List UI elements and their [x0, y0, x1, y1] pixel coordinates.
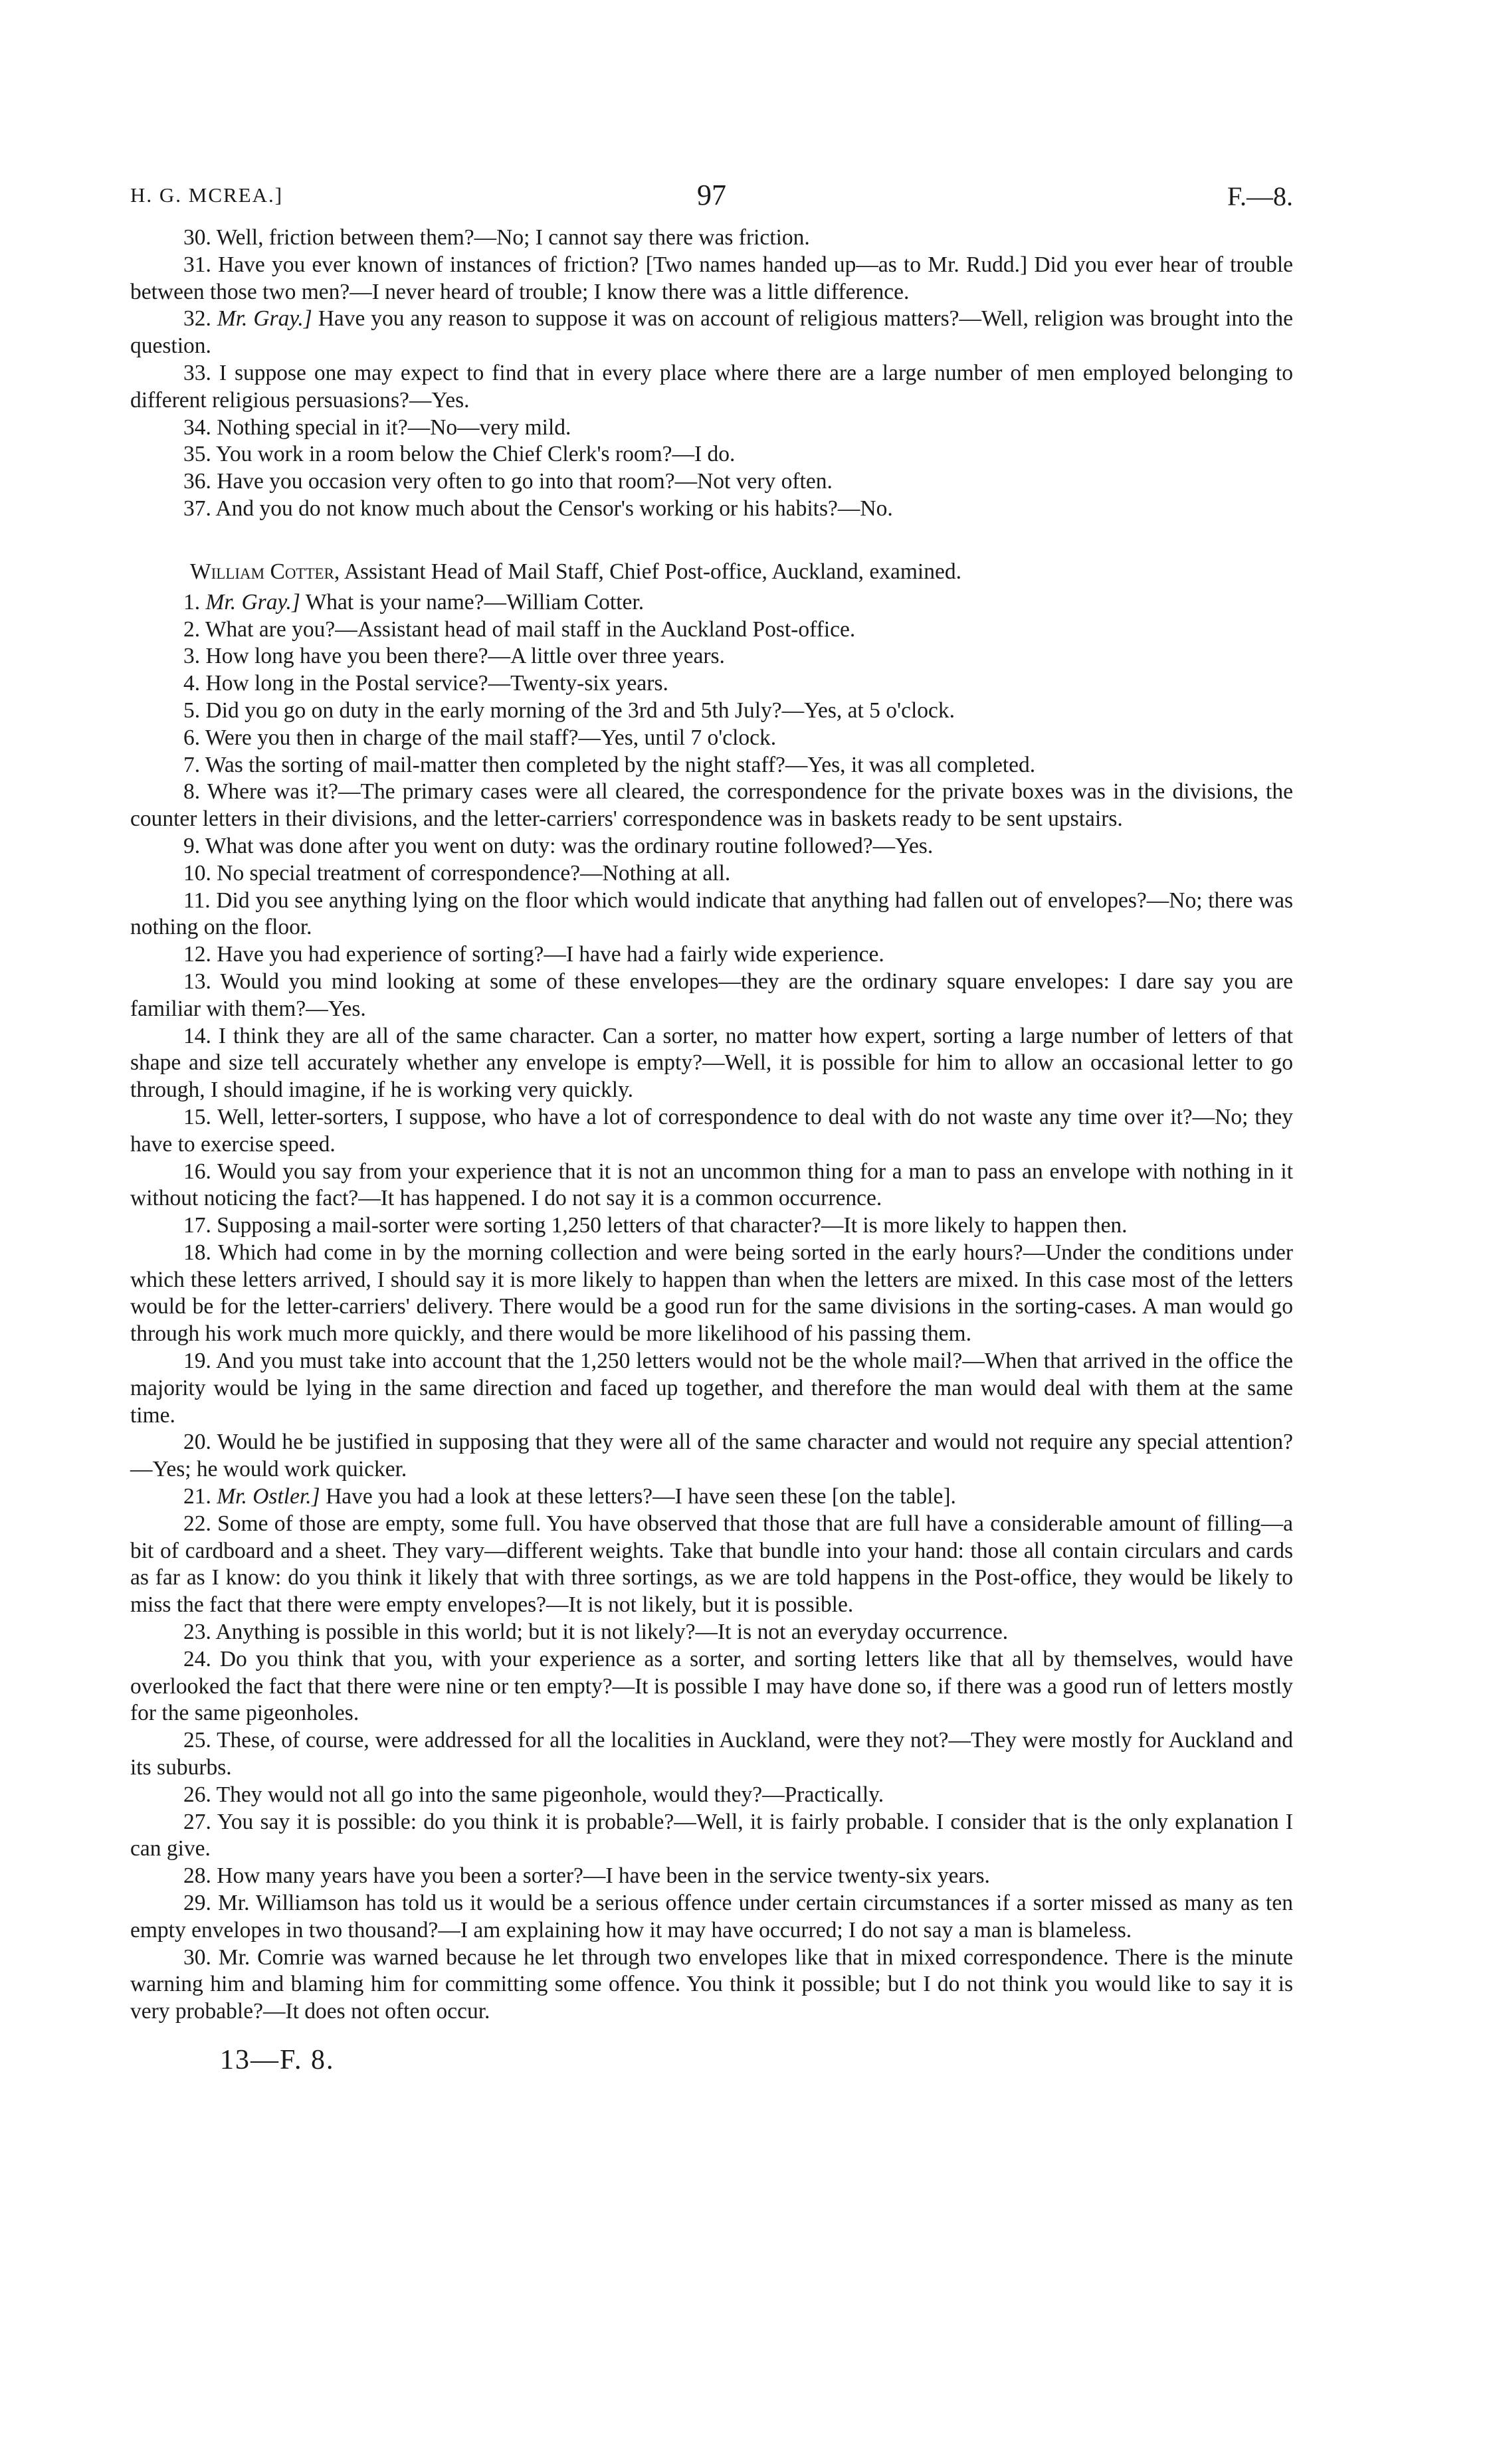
question-answer-paragraph	[130, 698, 1293, 725]
paragraph-text: 14. I think they are all of the same character. Can a sorter, no matter how expert, sorting a large number of letters of that shape and size tell accurately whether any envelope is empty?—Well, it is possible for him to allow an occasional letter to go through, I should imagine, if he is working very quickly.	[130, 1023, 1293, 1103]
paragraph-text: 28. How many years have you been a sorter?—I have been in the service twenty-six years.	[183, 1863, 990, 1889]
speaker-name: Mr. Ostler.]	[217, 1484, 320, 1509]
paragraph-text: 22. Some of those are empty, some full. You have observed that those that are full have a considerable amount of filling—a bit of cardboard and a sheet. They vary—different weights. Take that bundle into your hand: those all contain circulars and cards as far as I know: do you think it likely that with three sortings, as we are told happens in the Post-office, they would be likely to miss the fact that there were empty envelopes?—It is not likely, but it is possible.	[130, 1511, 1293, 1618]
paragraph-text: 9. What was done after you went on duty: was the ordinary routine followed?—Yes.	[183, 833, 934, 858]
testimony-section-cotter	[130, 589, 1293, 2026]
paragraph-text: 16. Would you say from your experience that it is not an uncommon thing for a man to pass an envelope with nothing in it without noticing the fact?—It has happened. I do not say it is a common occurrence.	[130, 1159, 1293, 1211]
question-answer-paragraph	[130, 941, 1293, 969]
question-answer-paragraph	[130, 415, 1293, 442]
question-answer-paragraph	[130, 1104, 1293, 1159]
question-answer-paragraph	[130, 225, 1293, 252]
question-answer-paragraph	[130, 643, 1293, 670]
question-answer-paragraph	[130, 1023, 1293, 1104]
paragraph-text: 11. Did you see anything lying on the floor which would indicate that anything had fallen out of envelopes?—No; there was nothing on the floor.	[130, 888, 1293, 940]
paragraph-text: 4. How long in the Postal service?—Twenty-six years.	[183, 671, 668, 696]
paragraph-text: 19. And you must take into account that the 1,250 letters would not be the whole mail?—When that arrived in the office the majority would be lying in the same direction and faced up together, and therefore the man would deal with them at the same time.	[130, 1349, 1293, 1428]
paragraph-text: 29. Mr. Williamson has told us it would be a serious offence under certain circumstances if a sorter missed as many as ten empty envelopes in two thousand?—I am explaining how it may have occurred; I do not say a man is blameless.	[130, 1891, 1293, 1943]
paragraph-text: 18. Which had come in by the morning collection and were being sorted in the early hours?—Under the conditions under which these letters arrived, I should say it is more likely to happen than when the letters are mixed. In this case most of the letters would be for the letter-carriers' delivery. There would be a good run for the same divisions in the sorting-cases. A man would go through his work much more quickly, and there would be more likelihood of his passing them.	[130, 1240, 1293, 1347]
paragraph-text: 20. Would he be justified in supposing that they were all of the same character and would not require any special attention?—Yes; he would work quicker.	[130, 1430, 1293, 1482]
question-answer-paragraph	[130, 1890, 1293, 1944]
question-answer-paragraph	[130, 1619, 1293, 1646]
paragraph-text: 25. These, of course, were addressed for all the localities in Auckland, were they not?—They were mostly for Auckland and its suburbs.	[130, 1728, 1293, 1780]
witness-description: , Assistant Head of Mail Staff, Chief Post-office, Auckland, examined.	[334, 559, 961, 584]
paragraph-text: 7. Was the sorting of mail-matter then completed by the night staff?—Yes, it was all completed.	[183, 752, 1036, 777]
paragraph-text: Have you had a look at these letters?—I have seen these [on the table].	[326, 1484, 956, 1509]
page	[130, 178, 1293, 2076]
paragraph-text: 26. They would not all go into the same pigeonhole, would they?—Practically.	[183, 1782, 884, 1807]
paragraph-text: 15. Well, letter-sorters, I suppose, who have a lot of correspondence to deal with do not waste any time over it?—No; they have to exercise speed.	[130, 1104, 1293, 1157]
question-answer-paragraph	[130, 441, 1293, 468]
question-answer-paragraph	[130, 888, 1293, 942]
signature-mark: 13—F. 8.	[220, 2045, 335, 2075]
question-answer-paragraph	[130, 833, 1293, 860]
question-answer-paragraph	[130, 1863, 1293, 1890]
running-header	[130, 178, 1293, 225]
body-text	[130, 225, 1293, 2026]
question-answer-paragraph	[130, 589, 1293, 616]
paragraph-text: 31. Have you ever known of instances of friction? [Two names handed up—as to Mr. Rudd.] Did you ever hear of trouble between those two men?—I never heard of trouble; I know there was a little difference.	[130, 252, 1293, 304]
paragraph-text: 6. Were you then in charge of the mail staff?—Yes, until 7 o'clock.	[183, 725, 777, 750]
paragraph-text: 5. Did you go on duty in the early morning of the 3rd and 5th July?—Yes, at 5 o'clock.	[183, 698, 955, 723]
testimony-section-mcrea	[130, 225, 1293, 523]
paragraph-text: 10. No special treatment of correspondence?—Nothing at all.	[183, 860, 731, 886]
paragraph-text: 3. How long have you been there?—A little over three years.	[183, 644, 725, 669]
question-answer-paragraph	[130, 860, 1293, 888]
document-reference: F.—8.	[1227, 181, 1293, 211]
question-answer-paragraph	[130, 1483, 1293, 1511]
question-answer-paragraph	[130, 1348, 1293, 1429]
question-answer-paragraph	[130, 752, 1293, 779]
paragraph-text: 12. Have you had experience of sorting?—I have had a fairly wide experience.	[183, 942, 884, 967]
paragraph-text: 30. Well, friction between them?—No; I cannot say there was friction.	[183, 225, 810, 250]
question-answer-paragraph	[130, 779, 1293, 833]
speaker-name: Mr. Gray.]	[217, 306, 312, 332]
question-answer-paragraph	[130, 468, 1293, 496]
paragraph-text: 13. Would you mind looking at some of these envelopes—they are the ordinary square envelopes: I dare say you are familiar with them?—Yes.	[130, 969, 1293, 1021]
question-answer-paragraph	[130, 1809, 1293, 1863]
paragraph-text: 30. Mr. Comrie was warned because he let through two envelopes like that in mixed correspondence. There is the minute warning him and blaming him for committing some offence. You think it possible; but I do not think you would like to say it is very probable?—It does not often occur.	[130, 1944, 1293, 2024]
paragraph-text: Have you any reason to suppose it was on account of religious matters?—Well, religion was brought into the question.	[130, 306, 1294, 359]
paragraph-text: 2. What are you?—Assistant head of mail staff in the Auckland Post-office.	[183, 616, 856, 642]
question-answer-paragraph	[130, 725, 1293, 752]
question-answer-paragraph	[130, 1212, 1293, 1240]
paragraph-text: 34. Nothing special in it?—No—very mild.	[183, 415, 571, 440]
question-number: 1.	[183, 589, 201, 615]
question-answer-paragraph	[130, 1159, 1293, 1213]
paragraph-text: 23. Anything is possible in this world; but it is not likely?—It is not an everyday occurrence.	[183, 1620, 1009, 1645]
paragraph-text: 36. Have you occasion very often to go into that room?—Not very often.	[183, 469, 833, 494]
page-number: 97	[697, 179, 726, 211]
question-answer-paragraph	[130, 252, 1293, 306]
question-answer-paragraph	[130, 496, 1293, 523]
question-number: 32.	[183, 306, 211, 332]
paragraph-text: 35. You work in a room below the Chief Clerk's room?—I do.	[183, 442, 736, 467]
question-answer-paragraph	[130, 1429, 1293, 1483]
header-witness-name: H. G. MCREA.]	[130, 183, 284, 207]
speaker-name: Mr. Gray.]	[205, 589, 300, 615]
question-number: 21.	[183, 1484, 211, 1509]
question-answer-paragraph	[130, 1646, 1293, 1727]
witness-heading	[130, 559, 1293, 585]
question-answer-paragraph	[130, 616, 1293, 644]
question-answer-paragraph	[130, 1782, 1293, 1809]
paragraph-text: 17. Supposing a mail-sorter were sorting 1,250 letters of that character?—It is more likely to happen then.	[183, 1213, 1128, 1238]
paragraph-text: 24. Do you think that you, with your experience as a sorter, and sorting letters like that all by themselves, would have overlooked the fact that there were nine or ten empty?—It is possible I may have done so, if there was a good run of letters mostly for the same pigeonholes.	[130, 1646, 1293, 1726]
paragraph-text: 27. You say it is possible: do you think it is probable?—Well, it is fairly probable. I consider that is the only explanation I can give.	[130, 1809, 1293, 1861]
paragraph-text: What is your name?—William Cotter.	[305, 589, 645, 615]
question-answer-paragraph	[130, 969, 1293, 1023]
question-answer-paragraph	[130, 306, 1293, 360]
question-answer-paragraph	[130, 360, 1293, 415]
question-answer-paragraph	[130, 1511, 1293, 1619]
paragraph-text: 37. And you do not know much about the Censor's working or his habits?—No.	[183, 496, 893, 521]
question-answer-paragraph	[130, 1727, 1293, 1782]
paragraph-text: 33. I suppose one may expect to find that in every place where there are a large number of men employed belonging to different religious persuasions?—Yes.	[130, 360, 1293, 413]
question-answer-paragraph	[130, 1944, 1293, 2026]
question-answer-paragraph	[130, 670, 1293, 698]
paragraph-text: 8. Where was it?—The primary cases were all cleared, the correspondence for the private boxes was in the divisions, the counter letters in their divisions, and the letter-carriers' correspondence was in baskets ready to be sent upstairs.	[130, 779, 1293, 832]
witness-name: William Cotter	[190, 559, 334, 584]
question-answer-paragraph	[130, 1240, 1293, 1348]
